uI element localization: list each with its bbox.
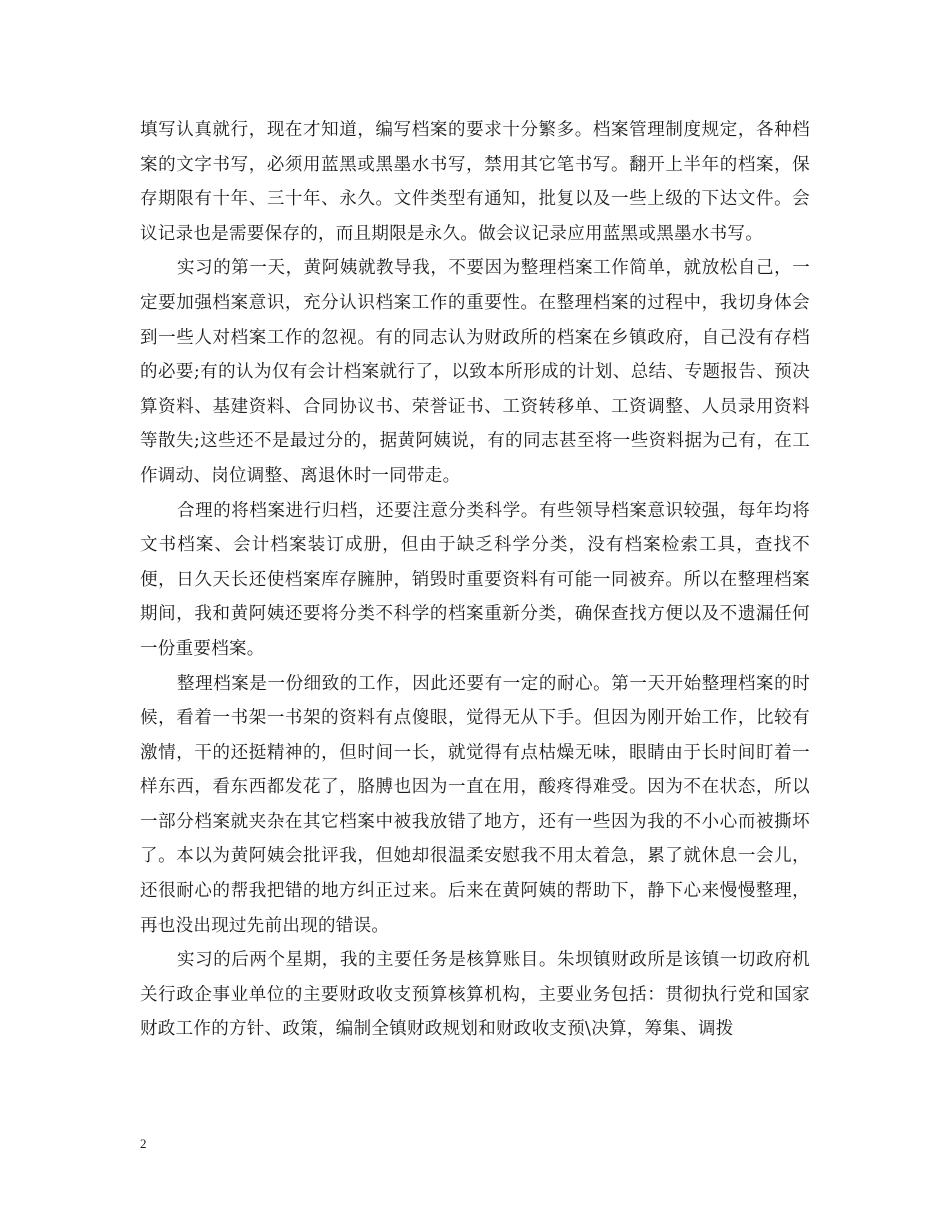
- page-number: 2: [140, 1136, 147, 1151]
- paragraph-3: 合理的将档案进行归档，还要注意分类科学。有些领导档案意识较强，每年均将文书档案、会计档案装订成册，但由于缺乏科学分类，没有档案检索工具，查找不便，日久天长还使档案库存臃肿，销毁时重要资料有可能一同被弃。所以在整理档案期间，我和黄阿姨还要将分类不科学的档案重新分类，确保查找方便以及不遗漏任何一份重要档案。: [140, 500, 810, 659]
- paragraph-2: 实习的第一天，黄阿姨就教导我，不要因为整理档案工作简单，就放松自己，一定要加强档案意识，充分认识档案工作的重要性。在整理档案的过程中，我切身体会到一些人对档案工作的忽视。有的同志认为财政所的档案在乡镇政府，自己没有存档的必要;有的认为仅有会计档案就行了，以致本所形成的计划、总结、专题报告、预决算资料、基建资料、合同协议书、荣誉证书、工资转移单、工资调整、人员录用资料等散失;这些还不是最过分的，据黄阿姨说，有的同志甚至将一些资料据为己有，在工作调动、岗位调整、离退休时一同带走。: [140, 258, 810, 486]
- page-body: [140, 113, 810, 1047]
- paragraph-1: 填写认真就行，现在才知道，编写档案的要求十分繁多。档案管理制度规定，各种档案的文字书写，必须用蓝黑或黑墨水书写，禁用其它笔书写。翻开上半年的档案，保存期限有十年、三十年、永久。文件类型有通知，批复以及一些上级的下达文件。会议记录也是需要保存的，而且期限是永久。做会议记录应用蓝黑或黑墨水书写。: [140, 120, 810, 244]
- paragraph-5: 实习的后两个星期，我的主要任务是核算账目。朱坝镇财政所是该镇一切政府机关行政企事业单位的主要财政收支预算核算机构，主要业务包括：贯彻执行党和国家财政工作的方针、政策，编制全镇财政规划和财政收支预\决算，筹集、调拨: [140, 950, 810, 1040]
- paragraph-4: 整理档案是一份细致的工作，因此还要有一定的耐心。第一天开始整理档案的时候，看着一书架一书架的资料有点傻眼，觉得无从下手。但因为刚开始工作，比较有激情，干的还挺精神的，但时间一长，就觉得有点枯燥无味，眼睛由于长时间盯着一样东西，看东西都发花了，胳膊也因为一直在用，酸疼得难受。因为不在状态，所以一部分档案就夹杂在其它档案中被我放错了地方，还有一些因为我的不小心而被撕坏了。本以为黄阿姨会批评我，但她却很温柔安慰我不用太着急，累了就休息一会儿，还很耐心的帮我把错的地方纠正过来。后来在黄阿姨的帮助下，静下心来慢慢整理，再也没出现过先前出现的错误。: [140, 673, 810, 936]
